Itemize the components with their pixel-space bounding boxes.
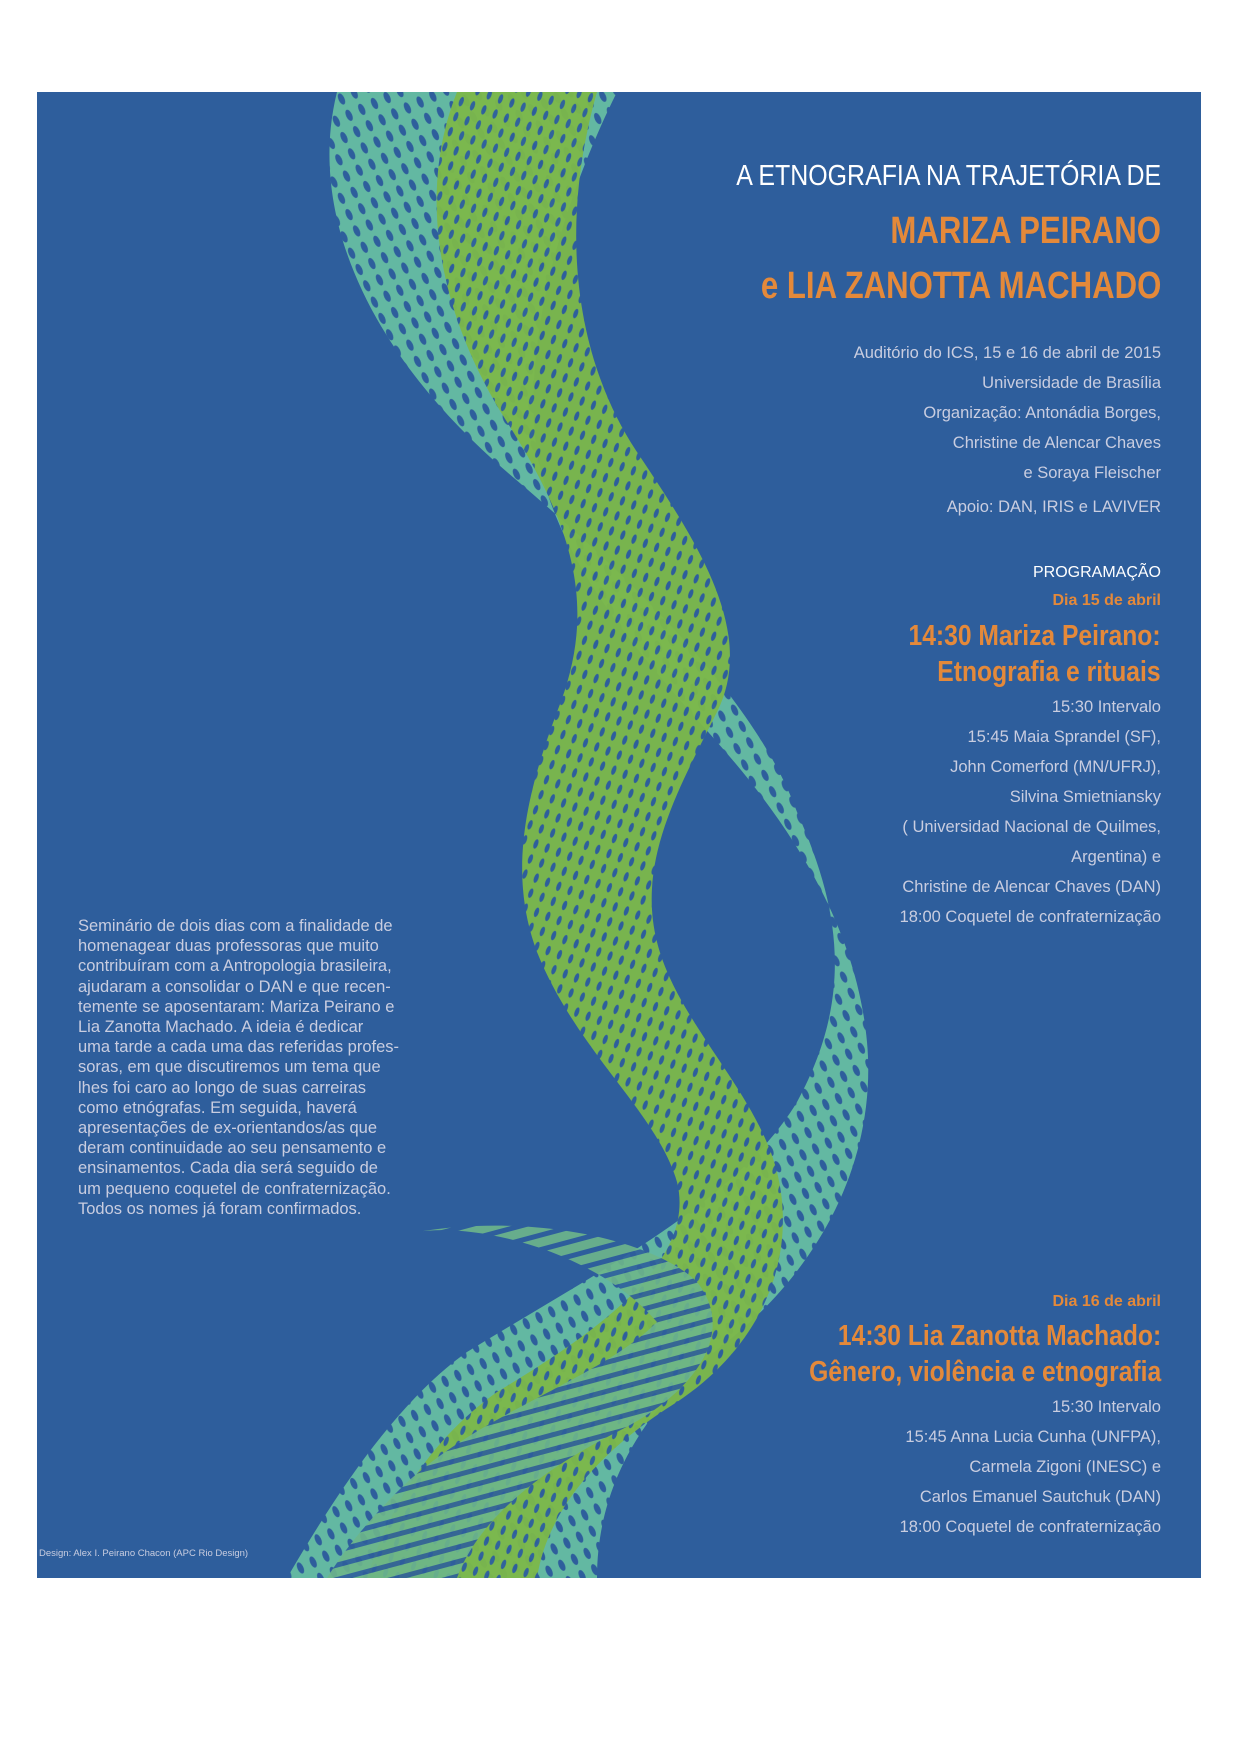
day2-session-title bbox=[809, 1318, 1161, 1390]
day1-session-title bbox=[909, 618, 1161, 690]
description-line: ensinamentos. Cada dia será seguido de bbox=[78, 1159, 378, 1178]
day2-date: Dia 16 de abril bbox=[1052, 1293, 1161, 1310]
schedule-item: Carlos Emanuel Sautchuk (DAN) bbox=[919, 1488, 1161, 1506]
poster bbox=[37, 92, 1201, 1578]
schedule-item: Argentina) e bbox=[1071, 848, 1161, 866]
day1-schedule bbox=[900, 692, 1161, 932]
day1-session-line1: 14:30 Mariza Peirano: bbox=[908, 620, 1161, 652]
description-line: lhes foi caro ao longo de suas carreiras bbox=[78, 1078, 366, 1097]
day1-date: Dia 15 de abril bbox=[1052, 592, 1161, 609]
info-university: Universidade de Brasília bbox=[982, 374, 1161, 392]
schedule-item: Carmela Zigoni (INESC) e bbox=[969, 1458, 1161, 1476]
description-line: homenagear duas professoras que muito bbox=[78, 937, 379, 956]
description-line: como etnógrafas. Em seguida, haverá bbox=[78, 1098, 357, 1117]
schedule-item: John Comerford (MN/UFRJ), bbox=[950, 758, 1161, 776]
description-line: deram continuidade ao seu pensamento e bbox=[78, 1139, 387, 1158]
schedule-item: 15:45 Maia Sprandel (SF), bbox=[967, 728, 1161, 746]
description-line: Seminário de dois dias com a finalidade de bbox=[78, 917, 393, 935]
schedule-item: ( Universidad Nacional de Quilmes, bbox=[902, 818, 1161, 836]
schedule-item: 15:45 Anna Lucia Cunha (UNFPA), bbox=[905, 1428, 1161, 1446]
day1-session-line2: Etnografia e rituais bbox=[937, 656, 1161, 688]
info-organization-3: e Soraya Fleischer bbox=[1023, 464, 1161, 482]
schedule-item: Christine de Alencar Chaves (DAN) bbox=[902, 878, 1161, 896]
description-line: temente se aposentaram: Mariza Peirano e bbox=[78, 997, 395, 1016]
description-line: um pequeno coquetel de confraternização. bbox=[78, 1179, 391, 1198]
schedule-item: 15:30 Intervalo bbox=[1051, 698, 1161, 716]
day2-schedule bbox=[900, 1392, 1161, 1542]
info-organization: Organização: Antonádia Borges, bbox=[923, 404, 1161, 422]
day2-session-line1: 14:30 Lia Zanotta Machado: bbox=[837, 1320, 1161, 1352]
schedule-item: 18:00 Coquetel de confraternização bbox=[899, 1518, 1161, 1536]
schedule-item: 18:00 Coquetel de confraternização bbox=[899, 908, 1161, 926]
honoree-name-1: MARIZA PEIRANO bbox=[890, 210, 1161, 252]
event-info bbox=[854, 338, 1161, 522]
seminar-description bbox=[78, 916, 473, 1219]
design-credit: Design: Alex I. Peirano Chacon (APC Rio Design) bbox=[39, 1548, 249, 1559]
description-line: ajudaram a consolidar o DAN e que recen- bbox=[78, 977, 391, 996]
description-line: uma tarde a cada uma das referidas profes- bbox=[78, 1038, 400, 1057]
schedule-item: Silvina Smietniansky bbox=[1009, 788, 1161, 806]
description-line: contribuíram com a Antropologia brasileira, bbox=[78, 957, 392, 976]
info-support: Apoio: DAN, IRIS e LAVIVER bbox=[946, 498, 1161, 516]
description-line: apresentações de ex-orientandos/as que bbox=[78, 1119, 378, 1138]
program-label: PROGRAMAÇÃO bbox=[1032, 564, 1161, 581]
day2-session-line2: Gênero, violência e etnografia bbox=[808, 1356, 1161, 1388]
description-line: Lia Zanotta Machado. A ideia é dedicar bbox=[78, 1018, 364, 1037]
info-venue: Auditório do ICS, 15 e 16 de abril de 2015 bbox=[853, 344, 1161, 362]
description-line: Todos os nomes já foram confirmados. bbox=[78, 1199, 362, 1218]
schedule-item: 15:30 Intervalo bbox=[1051, 1398, 1161, 1416]
event-subtitle: A ETNOGRAFIA NA TRAJETÓRIA DE bbox=[735, 160, 1161, 192]
info-organization-2: Christine de Alencar Chaves bbox=[952, 434, 1161, 452]
description-line: soras, em que discutiremos um tema que bbox=[78, 1058, 381, 1077]
honoree-name-2: e LIA ZANOTTA MACHADO bbox=[760, 265, 1161, 307]
